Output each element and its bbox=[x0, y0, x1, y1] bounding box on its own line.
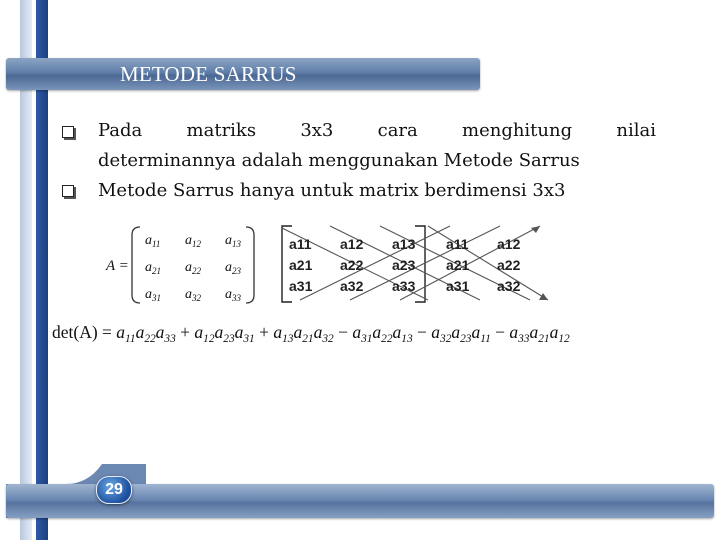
sarrus-cell: a32 bbox=[340, 278, 364, 294]
determinant-factor: $a_{32}$ bbox=[313, 322, 334, 345]
bullet-1-word: nilai bbox=[616, 120, 656, 141]
sarrus-cell: a21 bbox=[446, 257, 470, 273]
determinant-factor: $a_{12}$ bbox=[194, 322, 215, 345]
determinant-factor: $a_{21}$ bbox=[293, 322, 314, 345]
determinant-sign: + bbox=[254, 322, 274, 342]
determinant-factor: $a_{33}$ bbox=[509, 322, 530, 345]
determinant-factor: $a_{11}$ bbox=[471, 322, 491, 345]
determinant-factor: $a_{23}$ bbox=[451, 322, 472, 345]
bullet-1-word: menghitung bbox=[462, 120, 573, 141]
svg-text:a31: $a_{31}$ bbox=[145, 287, 161, 303]
arrowhead-icons bbox=[531, 226, 548, 300]
determinant-factor: $a_{11}$ bbox=[116, 322, 136, 345]
determinant-factor: $a_{23}$ bbox=[214, 322, 235, 345]
determinant-sign: − bbox=[490, 322, 510, 342]
sarrus-cell: a21 bbox=[289, 257, 313, 273]
bullet-1-word: 3x3 bbox=[300, 120, 334, 141]
determinant-term bbox=[254, 322, 334, 345]
determinant-factor: $a_{22}$ bbox=[135, 322, 156, 345]
sarrus-cell: a11 bbox=[289, 236, 312, 252]
svg-text:a33: $a_{33}$ bbox=[225, 287, 241, 303]
determinant-term bbox=[490, 322, 570, 345]
bullet-1-word: matriks bbox=[186, 120, 257, 141]
sarrus-cell: a32 bbox=[497, 278, 521, 294]
matrix-a-left-bracket bbox=[132, 227, 140, 303]
sarrus-cell: a31 bbox=[289, 278, 313, 294]
svg-text:a11: $a_{11}$ bbox=[145, 233, 161, 249]
determinant-term bbox=[175, 322, 255, 345]
matrix-a-right-bracket bbox=[246, 227, 254, 303]
sarrus-cell: a22 bbox=[340, 257, 364, 273]
determinant-terms bbox=[116, 322, 570, 345]
matrix-a-entries bbox=[145, 233, 242, 303]
svg-text:a21: $a_{21}$ bbox=[145, 260, 161, 276]
sarrus-grid-entries bbox=[289, 236, 521, 294]
sarrus-cell: a11 bbox=[446, 236, 469, 252]
sarrus-cell: a12 bbox=[340, 236, 364, 252]
svg-text:a22: $a_{22}$ bbox=[185, 260, 201, 276]
determinant-factor: $a_{21}$ bbox=[529, 322, 550, 345]
determinant-sign: + bbox=[175, 322, 195, 342]
svg-text:a13: $a_{13}$ bbox=[225, 233, 241, 249]
sarrus-cell: a33 bbox=[392, 278, 416, 294]
determinant-factor: $a_{12}$ bbox=[549, 322, 570, 345]
sarrus-cell: a12 bbox=[497, 236, 521, 252]
sarrus-cell: a23 bbox=[392, 257, 416, 273]
determinant-term bbox=[333, 322, 413, 345]
svg-text:a32: $a_{32}$ bbox=[185, 287, 201, 303]
determinant-formula bbox=[52, 322, 570, 345]
determinant-factor: $a_{13}$ bbox=[392, 322, 413, 345]
matrix-a-label: A = bbox=[106, 258, 129, 274]
determinant-sign: − bbox=[412, 322, 432, 342]
determinant-factor: $a_{22}$ bbox=[372, 322, 393, 345]
sarrus-cell: a31 bbox=[446, 278, 470, 294]
determinant-factor: $a_{33}$ bbox=[155, 322, 176, 345]
determinant-sign: − bbox=[333, 322, 353, 342]
bullet-1-line-2: determinannya adalah menggunakan Metode Sarrus bbox=[98, 150, 580, 171]
page-number-badge: 29 bbox=[96, 476, 132, 504]
determinant-factor: $a_{13}$ bbox=[273, 322, 294, 345]
sarrus-cell: a22 bbox=[497, 257, 521, 273]
determinant-factor: $a_{31}$ bbox=[352, 322, 373, 345]
determinant-factor: $a_{32}$ bbox=[431, 322, 452, 345]
determinant-lhs: det(A) = bbox=[52, 322, 112, 342]
bullet-2-text: Metode Sarrus hanya untuk matrix berdimensi 3x3 bbox=[98, 180, 566, 201]
svg-text:a23: $a_{23}$ bbox=[225, 260, 241, 276]
sarrus-cell: a13 bbox=[392, 236, 416, 252]
bullet-1-word: Pada bbox=[98, 120, 143, 141]
determinant-term bbox=[116, 322, 176, 345]
slide-title: METODE SARRUS bbox=[120, 62, 297, 86]
determinant-term bbox=[412, 322, 491, 345]
svg-text:a12: $a_{12}$ bbox=[185, 233, 201, 249]
determinant-factor: $a_{31}$ bbox=[234, 322, 255, 345]
bullet-1-word: cara bbox=[377, 120, 418, 141]
